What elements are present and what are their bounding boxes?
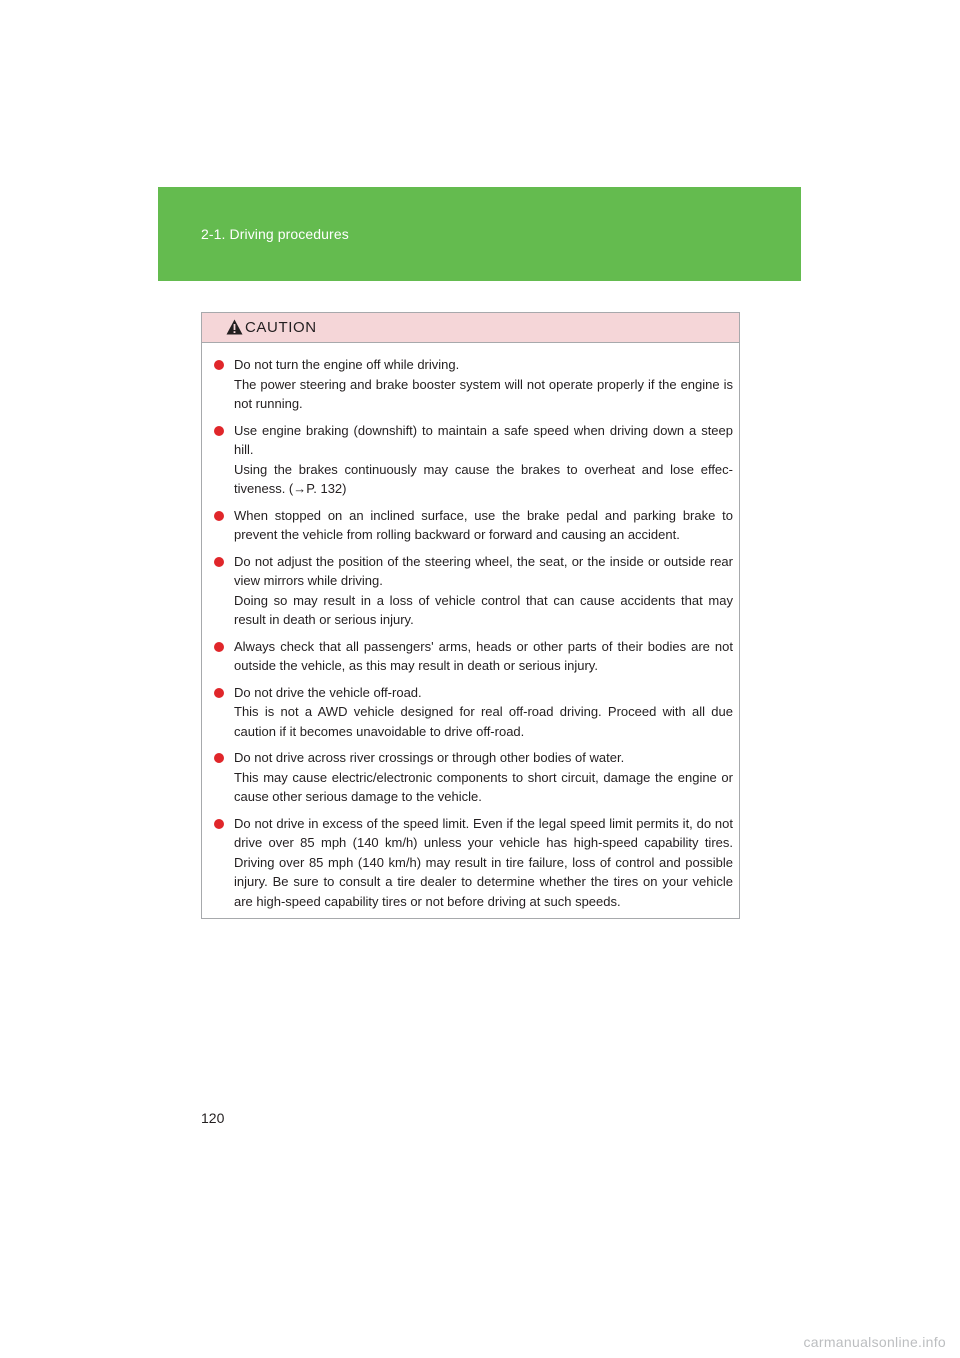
- warning-triangle-icon: [226, 319, 243, 335]
- bullet-icon: [214, 642, 224, 652]
- caution-text: When stopped on an inclined surface, use the brake pedal and parking brake to prevent the vehicle from rolling backward or forward and causing an accident.: [234, 507, 733, 542]
- caution-item: [214, 637, 733, 676]
- caution-item: [214, 683, 733, 742]
- caution-item: [214, 814, 733, 912]
- section-title: 2-1. Driving procedures: [201, 226, 349, 242]
- bullet-icon: [214, 557, 224, 567]
- caution-text: Do not drive the vehicle off-road.: [234, 684, 422, 700]
- page-number: 120: [201, 1110, 225, 1126]
- bullet-icon: [214, 688, 224, 698]
- caution-text: This may cause electric/electronic components to short circuit, damage the engine or cause other serious damage to the vehicle.: [234, 769, 733, 804]
- caution-text: Use engine braking (downshift) to maintain a safe speed when driving down a steep hill.: [234, 422, 733, 457]
- caution-text: Always check that all passengers' arms, heads or other parts of their bodies are not outside the vehicle, as this may result in death or serious injury.: [234, 638, 733, 673]
- caution-text: Do not drive in excess of the speed limit. Even if the legal speed limit permits it, do not drive over 85 mph (140 km/h) unless your vehicle has high-speed capability tires. Driving over 85 mph (140 km/h) may result in tire failure, loss of control and possible injury. Be sure to consult a tire dealer to determine whether the tires on your vehicle are high-speed capability tires or not before driving at such speeds.: [234, 815, 733, 909]
- bullet-icon: [214, 753, 224, 763]
- caution-text: Do not drive across river crossings or through other bodies of water.: [234, 750, 625, 765]
- caution-text: Doing so may result in a loss of vehicle control that can cause accidents that may result in death or serious injury.: [234, 592, 733, 627]
- caution-list: [202, 343, 739, 911]
- caution-label: CAUTION: [245, 319, 317, 336]
- caution-item: [214, 506, 733, 545]
- watermark: carmanualsonline.info: [803, 1334, 946, 1350]
- bullet-icon: [214, 360, 224, 370]
- caution-text: Using the brakes continuously may cause the brakes to overheat and lose effec-tiveness. (→P. 132): [234, 461, 733, 496]
- caution-box: [201, 312, 740, 919]
- caution-text: The power steering and brake booster system will not operate properly if the engine is not running.: [234, 376, 733, 411]
- bullet-icon: [214, 426, 224, 436]
- bullet-icon: [214, 511, 224, 521]
- caution-item: [214, 355, 733, 414]
- caution-text: This is not a AWD vehicle designed for real off-road driving. Proceed with all due caution if it becomes unavoidable to drive off-road.: [234, 704, 733, 739]
- caution-item: [214, 748, 733, 807]
- section-header-band: [158, 187, 801, 281]
- caution-text: Do not adjust the position of the steering wheel, the seat, or the inside or outside rear view mirrors while driving.: [234, 553, 733, 588]
- caution-header: [202, 313, 739, 343]
- caution-text: Do not turn the engine off while driving.: [234, 357, 460, 372]
- caution-item: [214, 421, 733, 499]
- caution-item: [214, 552, 733, 630]
- bullet-icon: [214, 819, 224, 829]
